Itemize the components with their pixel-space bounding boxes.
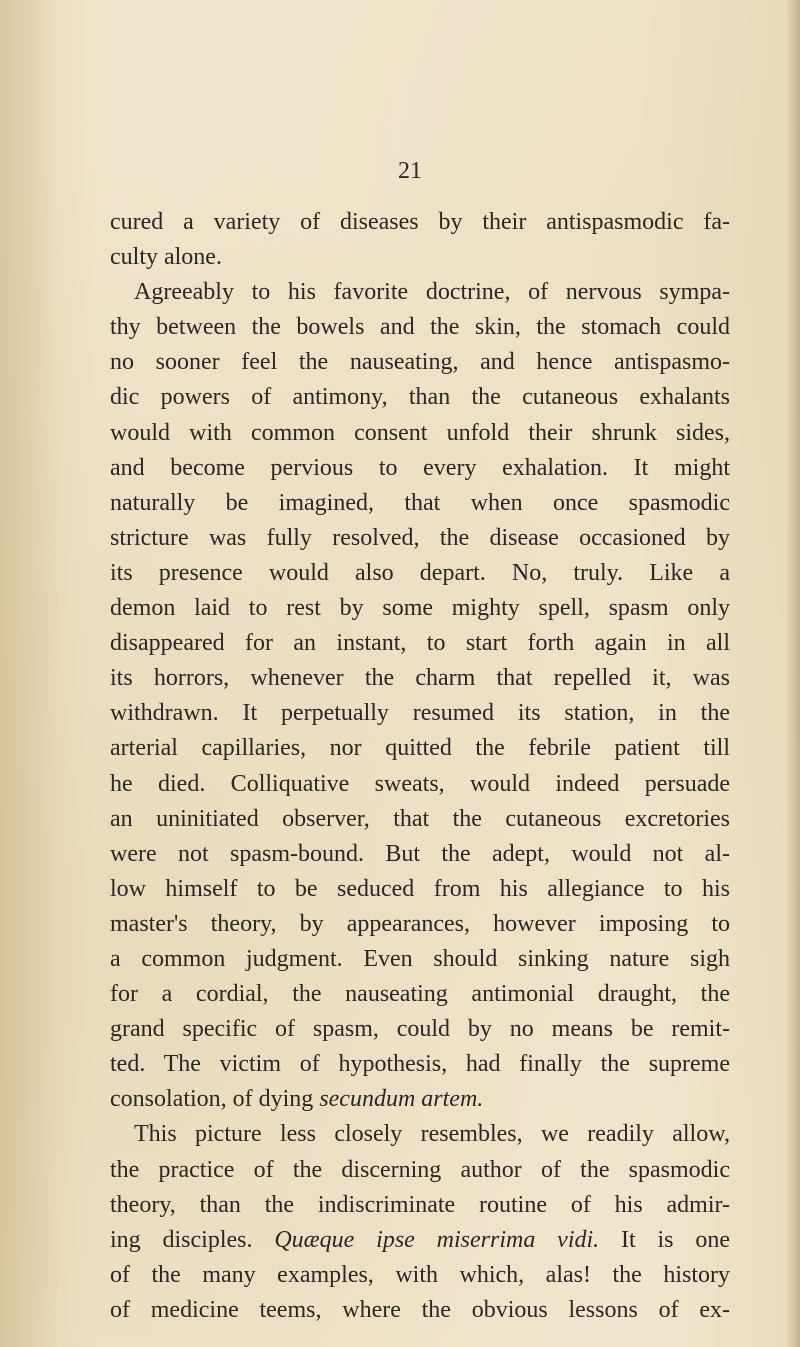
text-fragment: consolation, of dying (110, 1086, 320, 1113)
text-line: its presence would also depart. No, truly. Like a (110, 559, 730, 586)
text-line: were not spasm-bound. But the adept, would not al- (110, 840, 730, 867)
text-line: its horrors, whenever the charm that repelled it, was (110, 665, 730, 692)
text-line: This picture less closely resembles, we readily allow, (134, 1121, 730, 1148)
text-fragment: ing disciples. (110, 1226, 275, 1253)
text-line: culty alone. (110, 244, 222, 271)
text-line (110, 1082, 730, 1117)
text-line: the practice of the discerning author of the spasmodic (110, 1156, 730, 1183)
text-line: of the many examples, with which, alas! the history (110, 1261, 730, 1288)
text-line: thy between the bowels and the skin, the stomach could (110, 314, 730, 341)
latin-phrase: secundum artem. (319, 1086, 484, 1113)
text-line: ted. The victim of hypothesis, had finally the supreme (110, 1051, 730, 1078)
text-line: he died. Colliquative sweats, would indeed persuade (110, 770, 730, 797)
text-line: demon laid to rest by some mighty spell, spasm only (110, 595, 730, 622)
page-edge-shadow (786, 0, 800, 1347)
text-line: of medicine teems, where the obvious lessons of ex- (110, 1296, 730, 1323)
text-line: theory, than the indiscriminate routine of his admir- (110, 1191, 730, 1218)
text-line: Agreeably to his favorite doctrine, of nervous sympa- (134, 279, 730, 306)
text-line: disappeared for an instant, to start forth again in all (110, 630, 730, 657)
text-line: an uninitiated observer, that the cutaneous excretories (110, 805, 730, 832)
text-line: withdrawn. It perpetually resumed its station, in the (110, 700, 730, 727)
body-text (110, 205, 730, 1328)
text-line: would with common consent unfold their shrunk sides, (110, 419, 730, 446)
text-line: stricture was fully resolved, the disease occasioned by (110, 524, 730, 551)
text-line: dic powers of antimony, than the cutaneous exhalants (110, 384, 730, 411)
text-line: grand specific of spasm, could by no means be remit- (110, 1016, 730, 1043)
text-fragment: It is one (599, 1226, 731, 1253)
text-line (110, 1223, 730, 1258)
text-line: no sooner feel the nauseating, and hence antispasmo- (110, 349, 730, 376)
text-line: a common judgment. Even should sinking nature sigh (110, 945, 730, 972)
text-line: arterial capillaries, nor quitted the febrile patient till (110, 735, 730, 762)
text-line: for a cordial, the nauseating antimonial draught, the (110, 981, 730, 1008)
text-line: naturally be imagined, that when once spasmodic (110, 489, 730, 516)
page-number: 21 (398, 158, 422, 184)
page-gutter-shadow (0, 0, 60, 1347)
latin-quotation: Quæque ipse miserrima vidi. (274, 1226, 600, 1253)
text-line: cured a variety of diseases by their antispasmodic fa- (110, 209, 730, 235)
text-line: and become pervious to every exhalation. It might (110, 454, 730, 481)
text-line: low himself to be seduced from his allegiance to his (110, 875, 730, 902)
text-line: master's theory, by appearances, however imposing to (110, 910, 730, 937)
